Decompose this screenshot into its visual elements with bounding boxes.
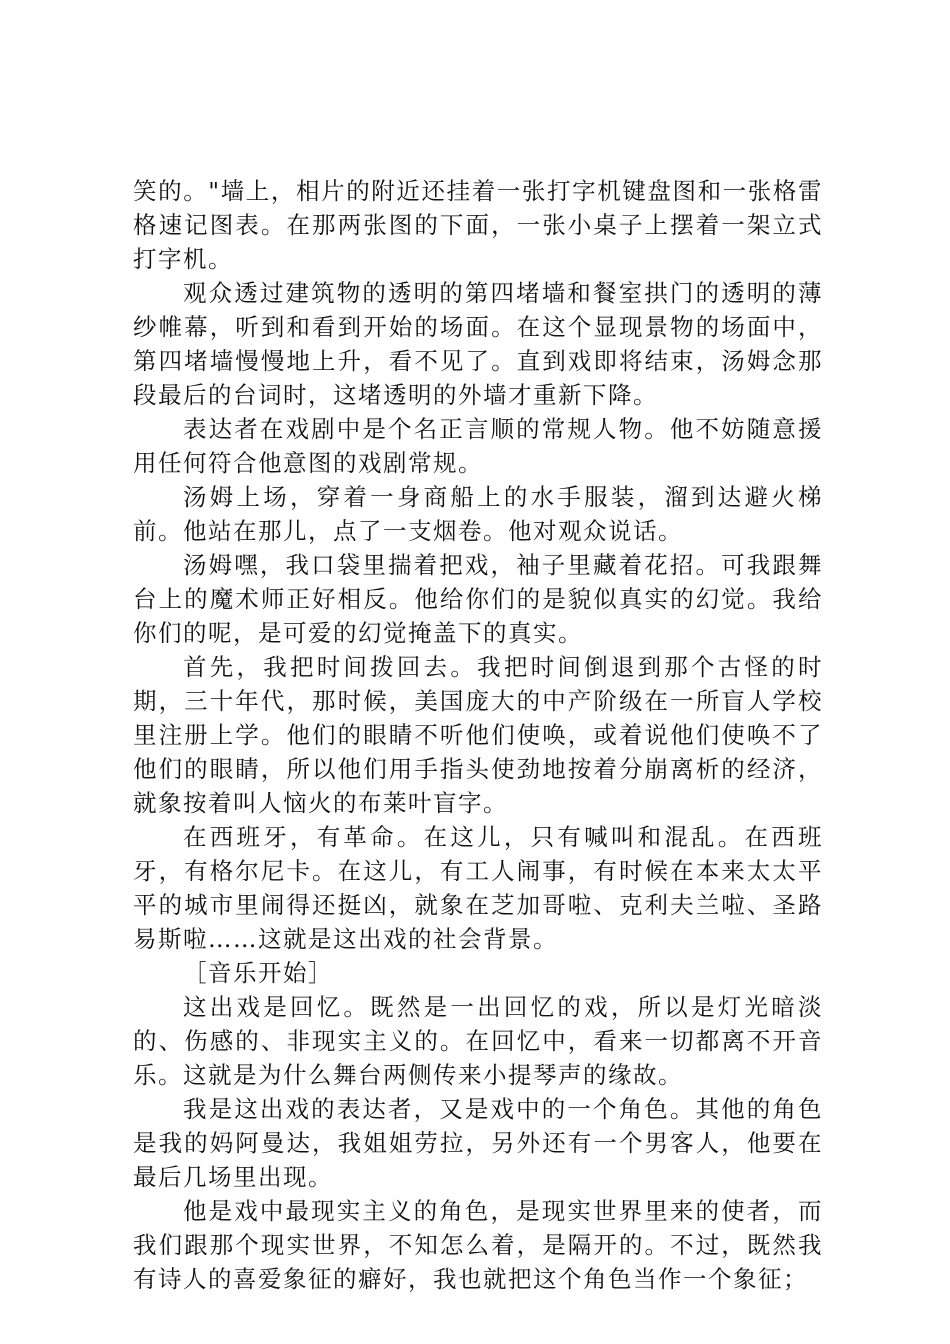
paragraph-11: 他是戏中最现实主义的角色，是现实世界里来的使者，而我们跟那个现实世界，不知怎么着，是隔开的。不过，既然我有诗人的喜爱象征的癖好，我也就把这个角色当作一个象征； <box>133 1197 823 1293</box>
paragraph-7: 在西班牙，有革命。在这儿，只有喊叫和混乱。在西班牙，有格尔尼卡。在这儿，有工人闹事，有时候在本来太太平平的城市里闹得还挺凶，就象在芝加哥啦、克利夫兰啦、圣路易斯啦……这就是这出戏的社会背景。 <box>133 823 823 953</box>
stage-direction: ［音乐开始］ <box>183 959 333 987</box>
paragraph-4: 汤姆上场，穿着一身商船上的水手服装，溜到达避火梯前。他站在那儿，点了一支烟卷。他对观众说话。 <box>133 483 823 545</box>
paragraph-9: 这出戏是回忆。既然是一出回忆的戏，所以是灯光暗淡的、伤感的、非现实主义的。在回忆中，看来一切都离不开音乐。这就是为什么舞台两侧传来小提琴声的缘故。 <box>133 993 823 1089</box>
paragraph-10: 我是这出戏的表达者，又是戏中的一个角色。其他的角色是我的妈阿曼达，我姐姐劳拉，另外还有一个男客人，他要在最后几场里出现。 <box>133 1095 823 1191</box>
paragraph-6: 首先，我把时间拨回去。我把时间倒退到那个古怪的时期，三十年代，那时候，美国庞大的中产阶级在一所盲人学校里注册上学。他们的眼睛不听他们使唤，或着说他们使唤不了他们的眼睛，所以他们用手指头使劲地按着分崩离析的经济，就象按着叫人恼火的布莱叶盲字。 <box>133 653 823 817</box>
paragraph-5: 汤姆嘿，我口袋里揣着把戏，袖子里藏着花招。可我跟舞台上的魔术师正好相反。他给你们的是貌似真实的幻觉。我给你们的呢，是可爱的幻觉掩盖下的真实。 <box>133 551 823 647</box>
paragraph-1: 笑的。"墙上，相片的附近还挂着一张打字机键盘图和一张格雷格速记图表。在那两张图的下面，一张小桌子上摆着一架立式打字机。 <box>133 177 823 273</box>
paragraph-2: 观众透过建筑物的透明的第四堵墙和餐室拱门的透明的薄纱帷幕，听到和看到开始的场面。在这个显现景物的场面中，第四堵墙慢慢地上升，看不见了。直到戏即将结束，汤姆念那段最后的台词时，这堵透明的外墙才重新下降。 <box>133 279 823 409</box>
paragraph-3: 表达者在戏剧中是个名正言顺的常规人物。他不妨随意援用任何符合他意图的戏剧常规。 <box>133 415 823 477</box>
document-body <box>133 174 823 1296</box>
